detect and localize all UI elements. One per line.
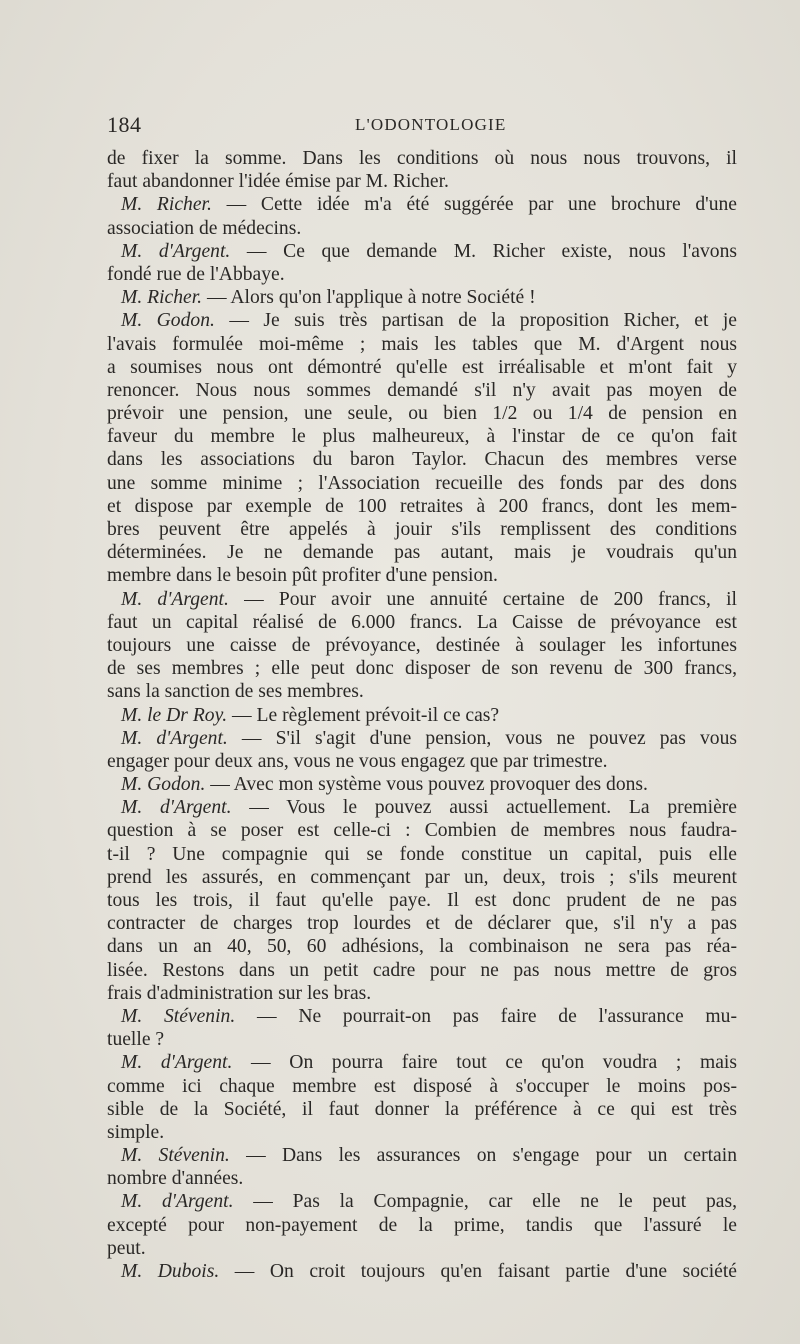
line-text: dans les associations du baron Taylor. Chacun des membres verse [107,449,737,471]
text-line [107,448,737,471]
text-line [107,796,737,819]
text-line [107,1028,737,1051]
line-text: question à se poser est celle-ci : Combien de membres nous faudra- [107,820,737,842]
line-text: association de médecins. [107,217,302,239]
text-line [107,912,737,935]
line-text: renoncer. Nous nous sommes demandé s'il n'y avait pas moyen de [107,379,737,401]
text-line [107,1190,737,1213]
speaker-name: M. Stévenin. [121,1005,236,1027]
speaker-name: M. Richer. [121,194,212,216]
text-line [107,773,737,796]
speaker-name: M. d'Argent. [121,727,228,749]
line-text: lisée. Restons dans un petit cadre pour ne pas nous mettre de gros [107,959,737,981]
text-line [107,193,737,216]
line-text: prévoir une pension, une seule, ou bien 1/2 ou 1/4 de pension en [107,403,737,425]
text-line [107,634,737,657]
line-text: — On pourra faire tout ce qu'on voudra ; mais [232,1052,737,1074]
line-text: t-il ? Une compagnie qui se fonde constitue un capital, puis elle [107,843,737,865]
text-line [107,379,737,402]
text-line [107,333,737,356]
line-text: — Avec mon système vous pouvez provoquer des dons. [205,774,648,796]
text-line [107,309,737,332]
speaker-name: M. Richer. [121,287,203,309]
line-text: dans un an 40, 50, 60 adhésions, la combinaison ne sera pas réa- [107,936,737,958]
text-line [107,982,737,1005]
text-line [107,286,737,309]
line-text: faveur du membre le plus malheureux, à l'instar de ce qu'on fait [107,426,737,448]
line-text: — Vous le pouvez aussi actuellement. La première [231,797,737,819]
line-text: déterminées. Je ne demande pas autant, mais je voudrais qu'un [107,542,737,564]
text-line [107,750,737,773]
line-text: toujours une caisse de prévoyance, destinée à soulager les infortunes [107,634,737,656]
text-line [107,217,737,240]
text-line [107,1167,737,1190]
page-number: 184 [107,112,142,137]
line-text: simple. [107,1121,165,1143]
line-text: excepté pour non-payement de la prime, tandis que l'assuré le [107,1214,737,1236]
speaker-name: M. d'Argent. [121,1191,234,1213]
line-text: l'avais formulée moi-même ; mais les tables que M. d'Argent nous [107,333,737,355]
speaker-name: M. d'Argent. [121,797,232,819]
text-line [107,356,737,379]
line-text: une somme minime ; l'Association recueille des fonds par des dons [107,472,737,494]
text-line [107,680,737,703]
text-line [107,704,737,727]
line-text: a soumises nous ont démontré qu'elle est irréalisable et m'ont fait y [107,356,737,378]
running-title: L'ODONTOLOGIE [355,115,507,134]
text-line [107,147,737,170]
page-header [107,112,737,140]
text-line [107,727,737,750]
line-text: — Pas la Compagnie, car elle ne le peut pas, [233,1191,737,1213]
text-line [107,541,737,564]
line-text: de fixer la somme. Dans les conditions où nous nous trouvons, il [107,148,737,169]
text-line [107,1051,737,1074]
line-text: — Ne pourrait-on pas faire de l'assurance mu- [235,1005,737,1027]
text-line [107,657,737,680]
line-text: tous les trois, il faut qu'elle paye. Il est donc prudent de ne pas [107,890,737,911]
line-text: peut. [107,1237,146,1259]
line-text: tuelle ? [107,1029,165,1051]
line-text: bres peuvent être appelés à jouir s'ils remplissent des conditions [107,519,737,540]
text-line [107,935,737,958]
speaker-name: M. d'Argent. [121,240,231,262]
text-line [107,263,737,286]
line-text: de ses membres ; elle peut donc disposer de son revenu de 300 francs, [107,658,737,680]
text-line [107,472,737,495]
line-text: nombre d'années. [107,1168,244,1190]
speaker-name: M. Godon. [121,310,215,332]
line-text: fondé rue de l'Abbaye. [107,263,285,285]
line-text: — Alors qu'on l'applique à notre Société ! [202,287,536,309]
text-line [107,959,737,982]
text-line [107,1144,737,1167]
text-line [107,425,737,448]
line-text: membre dans le besoin pût profiter d'une pension. [107,565,498,587]
speaker-name: M. Godon. [121,774,206,796]
text-line [107,240,737,263]
text-line [107,611,737,634]
line-text: — Cette idée m'a été suggérée par une brochure d'une [211,194,737,216]
text-line [107,866,737,889]
text-line [107,1098,737,1121]
text-line [107,588,737,611]
line-text: frais d'administration sur les bras. [107,982,372,1004]
speaker-name: M. Stévenin. [121,1145,230,1167]
speaker-name: M. d'Argent. [121,1052,233,1074]
line-text: faut abandonner l'idée émise par M. Richer. [107,171,449,193]
line-text: contracter de charges trop lourdes et de déclarer que, s'il n'y a pas [107,913,737,935]
line-text: et dispose par exemple de 100 retraites à 200 francs, dont les mem- [107,495,737,517]
line-text: sible de la Société, il faut donner la préférence à ce qui est très [107,1098,737,1120]
line-text: — Je suis très partisan de la proposition Richer, et je [214,310,737,332]
text-line [107,1214,737,1237]
text-line [107,1237,737,1260]
line-text: — Dans les assurances on s'engage pour un certain [229,1145,737,1167]
text-line [107,170,737,193]
line-text: faut un capital réalisé de 6.000 francs. La Caisse de prévoyance est [107,611,737,633]
text-line [107,1260,737,1283]
text-line [107,889,737,912]
text-line [107,564,737,587]
line-text: — S'il s'agit d'une pension, vous ne pouvez pas vous [227,727,737,749]
text-line [107,1005,737,1028]
text-line [107,495,737,518]
line-text: — Le règlement prévoit-il ce cas? [227,704,500,726]
line-text: — On croit toujours qu'en faisant partie d'une société [219,1261,737,1282]
line-text: comme ici chaque membre est disposé à s'occuper le moins pos- [107,1075,737,1097]
text-line [107,819,737,842]
text-line [107,402,737,425]
text-line [107,843,737,866]
line-text: — Ce que demande M. Richer existe, nous l'avons [230,240,737,262]
text-line [107,1075,737,1098]
body-text [107,147,737,1283]
speaker-name: M. le Dr Roy. [121,704,228,726]
line-text: prend les assurés, en commençant par un, deux, trois ; s'ils meurent [107,866,737,888]
text-line [107,1121,737,1144]
line-text: — Pour avoir une annuité certaine de 200 francs, il [228,588,737,610]
speaker-name: M. Dubois. [121,1261,220,1282]
speaker-name: M. d'Argent. [121,588,229,610]
line-text: sans la sanction de ses membres. [107,681,364,703]
text-line [107,518,737,541]
line-text: engager pour deux ans, vous ne vous engagez que par trimestre. [107,750,608,772]
